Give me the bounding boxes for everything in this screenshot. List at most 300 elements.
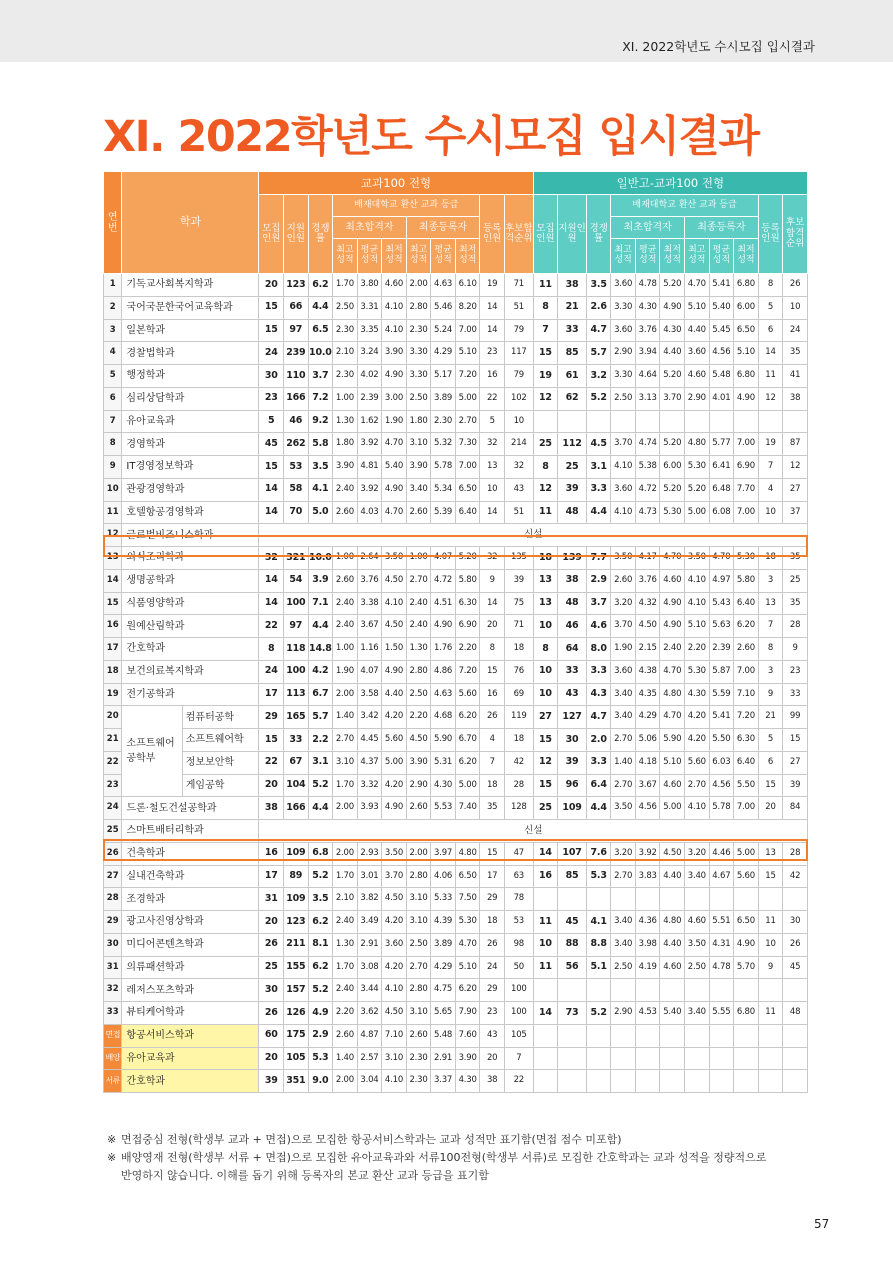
right-cell: 5.20	[660, 433, 685, 456]
right-cell: 19	[758, 433, 783, 456]
right-cell: 7.00	[734, 433, 759, 456]
left-cell: 4.75	[431, 979, 456, 1002]
left-cell: 2.70	[406, 956, 431, 979]
left-cell: 6.7	[308, 683, 333, 706]
left-cell: 4.70	[382, 433, 407, 456]
left-cell: 7.40	[455, 797, 480, 820]
table-row	[104, 706, 808, 729]
right-cell: 5.38	[635, 456, 660, 479]
left-cell: 4.90	[431, 615, 456, 638]
left-cell: 3.31	[357, 296, 382, 319]
right-cell: 4.10	[685, 797, 710, 820]
right-cell: 13	[758, 842, 783, 865]
left-cell: 4.10	[382, 1070, 407, 1093]
left-cell: 7.10	[382, 1024, 407, 1047]
left-cell: 3.9	[308, 569, 333, 592]
row-number: 25	[104, 820, 122, 843]
apply-right-header: 지원인원	[558, 195, 587, 274]
right-cell: 5.50	[709, 729, 734, 752]
first-right-header: 최초합격자	[611, 217, 685, 239]
right-cell: 23	[783, 660, 808, 683]
left-cell: 6.5	[308, 319, 333, 342]
note-line: ※ 배양영재 전형(학생부 서류 + 면접)으로 모집한 유아교육과와 서류100전형(학생부 서류)로 모집한 간호학과는 교과 성적을 정량적으로	[107, 1151, 767, 1164]
left-cell: 2.10	[333, 888, 358, 911]
left-cell: 7.00	[455, 319, 480, 342]
right-cell: 3.60	[611, 660, 636, 683]
right-cell	[611, 1047, 636, 1070]
left-cell: 2.00	[333, 797, 358, 820]
left-cell: 321	[284, 547, 309, 570]
left-cell: 6.2	[308, 274, 333, 297]
page-title: XI. 2022학년도 수시모집 입시결과	[103, 112, 759, 162]
right-cell: 2.50	[611, 387, 636, 410]
right-cell: 11	[533, 274, 558, 297]
dept-name: 광고사진영상학과	[122, 911, 259, 934]
right-cell: 4.3	[586, 683, 611, 706]
row-number: 배양	[104, 1047, 122, 1070]
left-cell: 2.39	[357, 387, 382, 410]
left-cell: 5.30	[455, 911, 480, 934]
left-cell: 5.90	[431, 729, 456, 752]
right-cell: 73	[558, 1002, 587, 1025]
right-cell: 14	[758, 342, 783, 365]
right-cell: 1.40	[611, 751, 636, 774]
right-cell: 5.70	[734, 956, 759, 979]
row-number: 3	[104, 319, 122, 342]
right-cell	[533, 888, 558, 911]
right-cell: 4.70	[660, 706, 685, 729]
left-cell: 5.65	[431, 1002, 456, 1025]
left-cell: 3.62	[357, 1002, 382, 1025]
right-cell: 7	[758, 456, 783, 479]
right-cell: 6	[758, 751, 783, 774]
right-cell: 4.73	[635, 501, 660, 524]
right-cell	[558, 888, 587, 911]
left-cell: 3.67	[357, 615, 382, 638]
right-cell: 7.00	[734, 660, 759, 683]
right-cell: 21	[558, 296, 587, 319]
left-cell: 6.30	[455, 592, 480, 615]
group-right-header: 일반고-교과100 전형	[533, 172, 807, 195]
right-cell: 30	[783, 911, 808, 934]
right-cell	[558, 1024, 587, 1047]
left-cell: 15	[480, 842, 505, 865]
group-name: 소프트웨어공학부	[122, 706, 182, 797]
right-cell	[783, 888, 808, 911]
right-cell: 7.00	[734, 501, 759, 524]
right-cell: 4.56	[709, 342, 734, 365]
right-cell: 10	[533, 615, 558, 638]
left-cell: 5.60	[382, 729, 407, 752]
right-cell: 10	[533, 683, 558, 706]
left-cell: 5.32	[431, 433, 456, 456]
right-cell: 39	[558, 751, 587, 774]
left-cell: 113	[284, 683, 309, 706]
row-number: 23	[104, 774, 122, 797]
left-cell: 3.82	[357, 888, 382, 911]
left-cell: 89	[284, 865, 309, 888]
right-cell: 5.40	[709, 296, 734, 319]
right-cell	[758, 1024, 783, 1047]
dept-name: 스마트배터리학과	[122, 820, 259, 843]
left-cell: 3.10	[406, 433, 431, 456]
right-cell	[734, 979, 759, 1002]
right-cell: 3.2	[586, 365, 611, 388]
right-cell: 127	[558, 706, 587, 729]
right-cell	[685, 888, 710, 911]
right-cell: 5	[758, 296, 783, 319]
left-cell: 23	[259, 387, 284, 410]
right-cell: 3.40	[611, 683, 636, 706]
left-cell: 1.16	[357, 638, 382, 661]
left-cell: 166	[284, 797, 309, 820]
note-line: 반영하지 않습니다. 이해를 돕기 위해 등록자의 본교 환산 교과 등급을 표기함	[121, 1169, 489, 1182]
right-cell	[783, 410, 808, 433]
right-cell: 15	[533, 729, 558, 752]
left-cell: 239	[284, 342, 309, 365]
page-number: 57	[814, 1217, 830, 1231]
left-cell: 7.50	[455, 888, 480, 911]
right-cell	[558, 1070, 587, 1093]
left-cell: 4.03	[357, 501, 382, 524]
right-cell: 35	[783, 342, 808, 365]
left-cell: 71	[504, 274, 533, 297]
left-cell: 5.8	[308, 433, 333, 456]
left-cell: 17	[259, 683, 284, 706]
right-cell: 5.60	[685, 751, 710, 774]
right-cell	[660, 979, 685, 1002]
left-cell: 63	[504, 865, 533, 888]
left-cell: 1.70	[333, 956, 358, 979]
right-cell: 4.53	[635, 1002, 660, 1025]
best-header: 최고성적	[611, 239, 636, 274]
right-cell	[533, 1024, 558, 1047]
right-cell: 6.50	[734, 319, 759, 342]
left-cell: 30	[259, 365, 284, 388]
dept-name: IT경영정보학과	[122, 456, 259, 479]
left-cell: 2.20	[406, 706, 431, 729]
right-cell: 3.76	[635, 569, 660, 592]
worst-header: 최저성적	[455, 239, 480, 274]
left-cell: 43	[504, 478, 533, 501]
left-cell: 4.20	[382, 911, 407, 934]
right-cell: 5.43	[709, 592, 734, 615]
left-cell: 2.40	[333, 911, 358, 934]
left-cell: 58	[284, 478, 309, 501]
left-cell: 4.81	[357, 456, 382, 479]
left-cell: 50	[504, 956, 533, 979]
right-cell: 4.10	[611, 501, 636, 524]
right-cell: 12	[533, 478, 558, 501]
right-cell: 5.20	[685, 478, 710, 501]
right-cell: 12	[758, 387, 783, 410]
left-cell: 4.20	[382, 774, 407, 797]
left-cell: 4.63	[431, 274, 456, 297]
left-cell: 32	[259, 547, 284, 570]
right-cell: 96	[558, 774, 587, 797]
left-cell: 4.86	[431, 660, 456, 683]
left-cell: 214	[504, 433, 533, 456]
left-cell: 3.92	[357, 433, 382, 456]
avg-header: 평균성적	[709, 239, 734, 274]
table-row	[104, 751, 808, 774]
right-cell: 5.80	[734, 569, 759, 592]
right-cell: 3.40	[685, 865, 710, 888]
left-cell: 3.92	[357, 478, 382, 501]
left-cell: 6.20	[455, 751, 480, 774]
right-cell: 4.31	[709, 933, 734, 956]
right-cell: 3.60	[611, 478, 636, 501]
left-cell: 4.10	[382, 319, 407, 342]
dept-name: 미디어콘텐츠학과	[122, 933, 259, 956]
left-cell: 3.97	[431, 842, 456, 865]
right-cell: 5.45	[709, 319, 734, 342]
right-cell: 6	[758, 319, 783, 342]
right-cell: 4.67	[709, 865, 734, 888]
left-cell: 4.72	[431, 569, 456, 592]
left-cell: 3.10	[406, 888, 431, 911]
left-cell: 6.10	[455, 274, 480, 297]
left-cell: 29	[480, 979, 505, 1002]
right-cell: 8.0	[586, 638, 611, 661]
left-cell: 1.62	[357, 410, 382, 433]
right-cell: 5.41	[709, 274, 734, 297]
left-cell: 24	[480, 956, 505, 979]
right-cell: 4.4	[586, 501, 611, 524]
left-cell: 1.40	[333, 706, 358, 729]
left-cell: 29	[480, 888, 505, 911]
left-cell: 14	[259, 592, 284, 615]
right-cell	[758, 888, 783, 911]
right-cell	[533, 410, 558, 433]
left-cell: 3.44	[357, 979, 382, 1002]
row-number: 8	[104, 433, 122, 456]
dept-name: 일본학과	[122, 319, 259, 342]
right-cell: 8.8	[586, 933, 611, 956]
right-cell: 3.50	[685, 933, 710, 956]
left-cell: 1.80	[333, 433, 358, 456]
left-cell: 5.3	[308, 1047, 333, 1070]
right-cell: 21	[758, 706, 783, 729]
dept-name: 유아교육과	[122, 410, 259, 433]
left-cell: 14.8	[308, 638, 333, 661]
table-row	[104, 933, 808, 956]
left-cell: 5	[259, 410, 284, 433]
right-cell: 5.30	[734, 547, 759, 570]
left-cell: 1.40	[333, 1047, 358, 1070]
left-cell: 166	[284, 387, 309, 410]
table-body	[104, 274, 808, 1093]
dept-name: 호텔항공경영학과	[122, 501, 259, 524]
left-cell: 2.00	[406, 842, 431, 865]
table-row	[104, 296, 808, 319]
dept-name: 건축학과	[122, 842, 259, 865]
right-cell	[660, 888, 685, 911]
right-cell	[709, 1070, 734, 1093]
right-cell: 4.70	[685, 274, 710, 297]
note-line: ※ 면접중심 전형(학생부 교과 + 면접)으로 모집한 항공서비스학과는 교과 성적만 표기함(면접 점수 미포함)	[107, 1133, 622, 1146]
right-cell	[635, 888, 660, 911]
left-cell: 20	[259, 911, 284, 934]
right-cell: 4.78	[709, 956, 734, 979]
right-cell: 6.90	[734, 456, 759, 479]
right-cell: 3.94	[635, 342, 660, 365]
right-cell: 5.41	[709, 706, 734, 729]
left-cell: 3.32	[357, 774, 382, 797]
right-cell: 3.3	[586, 751, 611, 774]
right-cell: 10	[533, 660, 558, 683]
right-cell: 2.40	[660, 638, 685, 661]
left-cell: 2.80	[406, 660, 431, 683]
right-cell: 6.40	[734, 592, 759, 615]
right-cell: 13	[758, 592, 783, 615]
left-cell: 14	[480, 319, 505, 342]
dept-name: 간호학과	[122, 638, 259, 661]
header-band	[0, 0, 893, 62]
dept-name: 기독교사회복지학과	[122, 274, 259, 297]
right-cell: 4.90	[660, 615, 685, 638]
table-row	[104, 501, 808, 524]
right-cell: 11	[533, 956, 558, 979]
left-cell: 2.2	[308, 729, 333, 752]
left-cell: 51	[504, 296, 533, 319]
row-number: 12	[104, 524, 122, 547]
row-number: 27	[104, 865, 122, 888]
left-cell: 2.30	[406, 319, 431, 342]
right-cell: 61	[558, 365, 587, 388]
rank-right-header: 후보합격순위	[783, 195, 808, 274]
left-cell: 20	[259, 774, 284, 797]
left-cell: 3.7	[308, 365, 333, 388]
table-row	[104, 774, 808, 797]
left-cell: 175	[284, 1024, 309, 1047]
right-cell: 62	[558, 387, 587, 410]
right-cell: 12	[533, 751, 558, 774]
right-cell: 3.20	[611, 592, 636, 615]
left-cell: 3.30	[406, 342, 431, 365]
right-cell: 4.18	[635, 751, 660, 774]
left-cell: 2.30	[333, 365, 358, 388]
right-cell: 5.30	[685, 456, 710, 479]
row-number: 32	[104, 979, 122, 1002]
right-cell: 4.1	[586, 911, 611, 934]
right-cell: 5.30	[660, 501, 685, 524]
right-cell: 2.0	[586, 729, 611, 752]
left-cell: 53	[284, 456, 309, 479]
row-number: 서류	[104, 1070, 122, 1093]
section-header: XI. 2022학년도 수시모집 입시결과	[622, 39, 815, 54]
row-number: 13	[104, 547, 122, 570]
right-cell: 4.60	[685, 365, 710, 388]
right-cell: 64	[558, 638, 587, 661]
left-cell: 1.00	[333, 387, 358, 410]
right-cell: 2.70	[611, 774, 636, 797]
right-cell: 11	[758, 1002, 783, 1025]
left-cell: 2.91	[357, 933, 382, 956]
left-cell: 6.70	[455, 729, 480, 752]
right-cell	[660, 410, 685, 433]
left-cell: 2.30	[406, 1070, 431, 1093]
right-cell: 5.63	[709, 615, 734, 638]
right-cell	[709, 888, 734, 911]
right-cell: 5.90	[660, 729, 685, 752]
group-left-header: 교과100 전형	[259, 172, 533, 195]
right-cell: 7	[758, 615, 783, 638]
right-cell: 4.19	[635, 956, 660, 979]
right-cell: 7.7	[586, 547, 611, 570]
right-cell: 25	[558, 456, 587, 479]
right-cell: 3.60	[611, 319, 636, 342]
left-cell: 4.60	[382, 274, 407, 297]
table-row	[104, 956, 808, 979]
dept-name: 식품영양학과	[122, 592, 259, 615]
left-cell: 2.60	[333, 1024, 358, 1047]
col-no-header: 연번	[104, 172, 122, 274]
right-cell: 5.10	[685, 296, 710, 319]
left-cell: 19	[480, 274, 505, 297]
right-cell: 8	[533, 456, 558, 479]
right-cell	[533, 1047, 558, 1070]
right-cell: 4.5	[586, 433, 611, 456]
left-cell: 22	[504, 1070, 533, 1093]
table-row	[104, 615, 808, 638]
right-cell: 5.77	[709, 433, 734, 456]
right-cell: 15	[533, 342, 558, 365]
left-cell: 4.2	[308, 660, 333, 683]
right-cell: 4.60	[685, 911, 710, 934]
right-cell: 5.78	[709, 797, 734, 820]
left-cell: 4.10	[382, 979, 407, 1002]
right-cell: 5.10	[660, 751, 685, 774]
left-cell: 2.40	[406, 592, 431, 615]
left-cell: 1.00	[333, 638, 358, 661]
left-cell: 39	[504, 569, 533, 592]
right-cell: 10	[758, 501, 783, 524]
right-cell: 11	[758, 365, 783, 388]
subdept-name: 게임공학	[182, 774, 259, 797]
right-cell: 5.2	[586, 387, 611, 410]
right-cell: 24	[783, 319, 808, 342]
left-cell: 76	[504, 660, 533, 683]
row-number: 16	[104, 615, 122, 638]
right-cell: 4.90	[734, 933, 759, 956]
right-cell	[586, 410, 611, 433]
left-cell: 3.50	[382, 547, 407, 570]
left-cell: 54	[284, 569, 309, 592]
row-number: 28	[104, 888, 122, 911]
right-cell: 7.20	[734, 706, 759, 729]
right-cell	[734, 1047, 759, 1070]
left-cell: 24	[259, 342, 284, 365]
left-cell: 4.80	[455, 842, 480, 865]
left-cell: 2.91	[431, 1047, 456, 1070]
left-cell: 2.93	[357, 842, 382, 865]
left-cell: 4.50	[382, 888, 407, 911]
left-cell: 7.00	[455, 456, 480, 479]
left-cell: 6.20	[455, 706, 480, 729]
dept-name: 드론·철도건설공학과	[122, 797, 259, 820]
left-cell: 5.24	[431, 319, 456, 342]
right-cell	[611, 1024, 636, 1047]
left-cell: 100	[284, 592, 309, 615]
left-cell: 15	[259, 296, 284, 319]
left-cell: 5.48	[431, 1024, 456, 1047]
right-cell: 4.10	[685, 592, 710, 615]
row-number: 20	[104, 706, 122, 729]
dept-name: 생명공학과	[122, 569, 259, 592]
right-cell	[758, 410, 783, 433]
row-number: 26	[104, 842, 122, 865]
